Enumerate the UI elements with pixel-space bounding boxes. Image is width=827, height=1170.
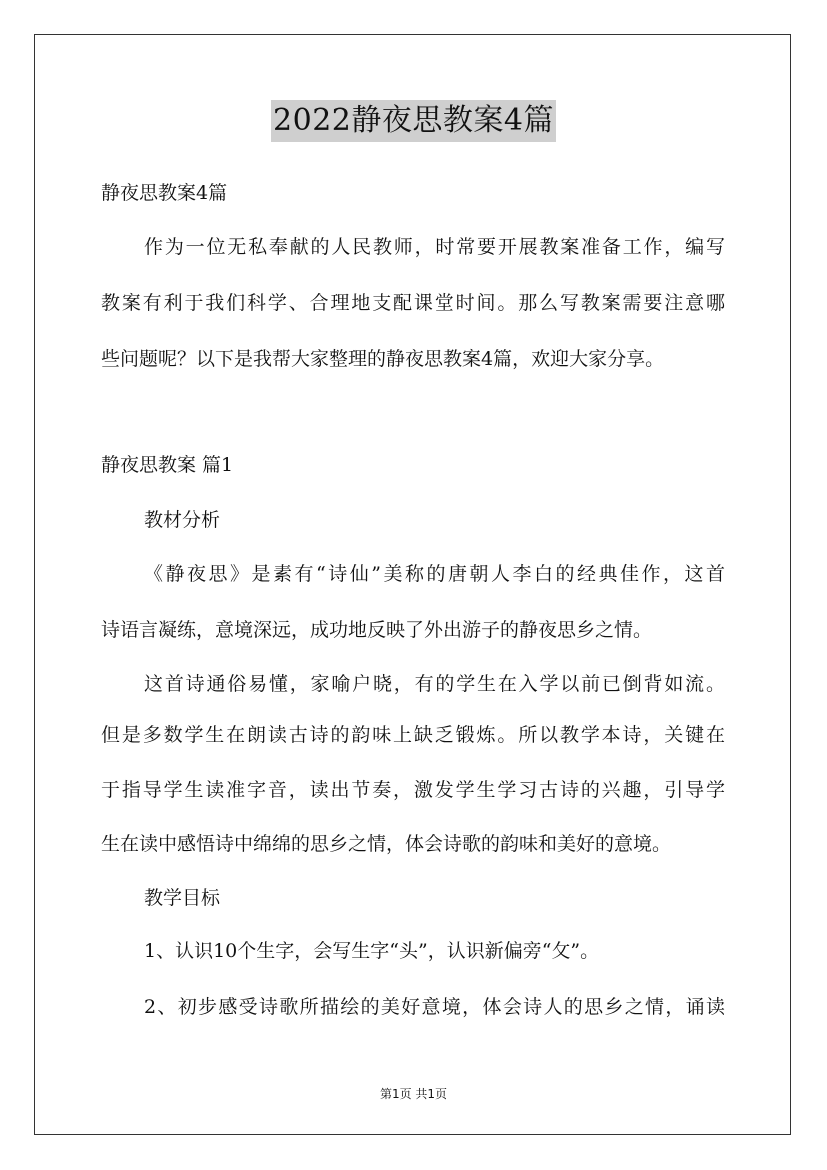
- goal-item: 1、认识10个生字，会写生字“头”，认识新偏旁“攵”。: [144, 940, 600, 962]
- intro-line: 些问题呢？以下是我帮大家整理的静夜思教案4篇，欢迎大家分享。: [101, 348, 665, 370]
- document-title: 2022静夜思教案4篇: [271, 100, 556, 142]
- analysis-paragraph-line: 但是多数学生在朗读古诗的韵味上缺乏锻炼。所以教学本诗，关键在: [101, 724, 725, 746]
- document-title-container: [0, 100, 827, 142]
- analysis-paragraph-line: 这首诗通俗易懂，家喻户晓，有的学生在入学以前已倒背如流。: [144, 673, 725, 695]
- goal-item: 2、初步感受诗歌所描绘的美好意境，体会诗人的思乡之情，诵读: [144, 996, 725, 1018]
- analysis-heading: 教材分析: [144, 509, 221, 531]
- analysis-paragraph-line: 于指导学生读准字音，读出节奏，激发学生学习古诗的兴趣，引导学: [101, 779, 725, 801]
- page-footer: 第1页 共1页: [379, 1087, 448, 1101]
- intro-line: 教案有利于我们科学、合理地支配课堂时间。那么写教案需要注意哪: [101, 292, 725, 314]
- document-subtitle: 静夜思教案4篇: [101, 182, 228, 204]
- analysis-paragraph-line: 诗语言凝练，意境深远，成功地反映了外出游子的静夜思乡之情。: [101, 619, 653, 641]
- intro-line: 作为一位无私奉献的人民教师，时常要开展教案准备工作，编写: [144, 236, 725, 258]
- goals-heading: 教学目标: [144, 887, 221, 909]
- section-title: 静夜思教案 篇1: [101, 454, 234, 476]
- analysis-paragraph-line: 生在读中感悟诗中绵绵的思乡之情，体会诗歌的韵味和美好的意境。: [101, 833, 672, 855]
- analysis-paragraph-line: 《静夜思》是素有“诗仙”美称的唐朝人李白的经典佳作，这首: [144, 563, 725, 585]
